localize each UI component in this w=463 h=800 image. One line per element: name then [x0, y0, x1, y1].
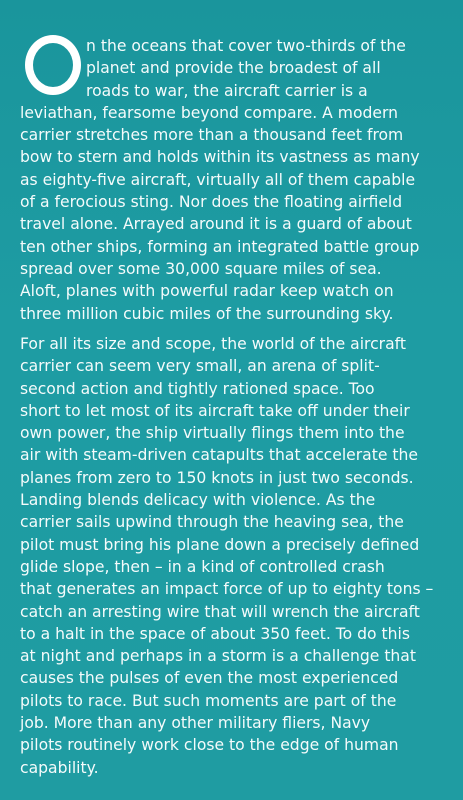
text-line: ten other ships, forming an integrated battle group: [20, 237, 420, 256]
text-line: carrier sails upwind through the heaving sea, the: [20, 513, 404, 532]
text-line: as eighty-five aircraft, virtually all of them capable: [20, 170, 416, 189]
text-line: planes from zero to 150 knots in just two seconds.: [20, 468, 414, 487]
text-line: three million cubic miles of the surrounding sky.: [20, 304, 394, 323]
text-line: n the oceans that cover two-thirds of the: [86, 37, 406, 55]
text-line: pilots to race. But such moments are part of the: [20, 691, 397, 710]
text-line: catch an arresting wire that will wrench the aircraft: [20, 602, 420, 621]
text-line: own power, the ship virtually flings them into the: [20, 424, 405, 443]
text-line: pilot must bring his plane down a precisely defined: [20, 535, 420, 554]
text-line: leviathan, fearsome beyond compare. A modern: [20, 103, 399, 122]
text-line: of a ferocious sting. Nor does the floating airfield: [20, 193, 403, 212]
text-line: Landing blends delicacy with violence. As the: [20, 491, 376, 510]
text-line: capability.: [20, 758, 99, 777]
text-line: bow to stern and holds within its vastness as many: [20, 148, 420, 167]
text-line: air with steam-driven catapults that accelerate the: [20, 446, 418, 465]
text-line: spread over some 30,000 square miles of sea.: [20, 259, 382, 278]
text-line: For all its size and scope, the world of the aircraft: [20, 335, 406, 353]
paragraph-1: [20, 35, 445, 325]
text-line: glide slope, then – in a kind of controlled crash: [20, 557, 385, 576]
text-line: planet and provide the broadest of all: [86, 59, 381, 78]
text-line: at night and perhaps in a storm is a challenge that: [20, 647, 416, 666]
text-line: to a halt in the space of about 350 feet. To do this: [20, 624, 410, 643]
text-line: travel alone. Arrayed around it is a guard of about: [20, 215, 412, 234]
text-line: carrier can seem very small, an arena of split-: [20, 357, 380, 376]
text-line: job. More than any other military fliers, Navy: [20, 714, 371, 733]
text-line: that generates an impact force of up to eighty tons –: [20, 580, 434, 599]
text-line: second action and tightly rationed space. Too: [20, 379, 375, 398]
text-line: short to let most of its aircraft take off under their: [20, 401, 410, 420]
text-line: carrier stretches more than a thousand feet from: [20, 126, 404, 145]
text-line: roads to war, the aircraft carrier is a: [86, 81, 368, 100]
text-line: causes the pulses of even the most experienced: [20, 669, 399, 688]
text-line: Aloft, planes with powerful radar keep watch on: [20, 282, 394, 301]
text-line: pilots routinely work close to the edge of human: [20, 736, 399, 755]
paragraph-2: [20, 333, 445, 779]
